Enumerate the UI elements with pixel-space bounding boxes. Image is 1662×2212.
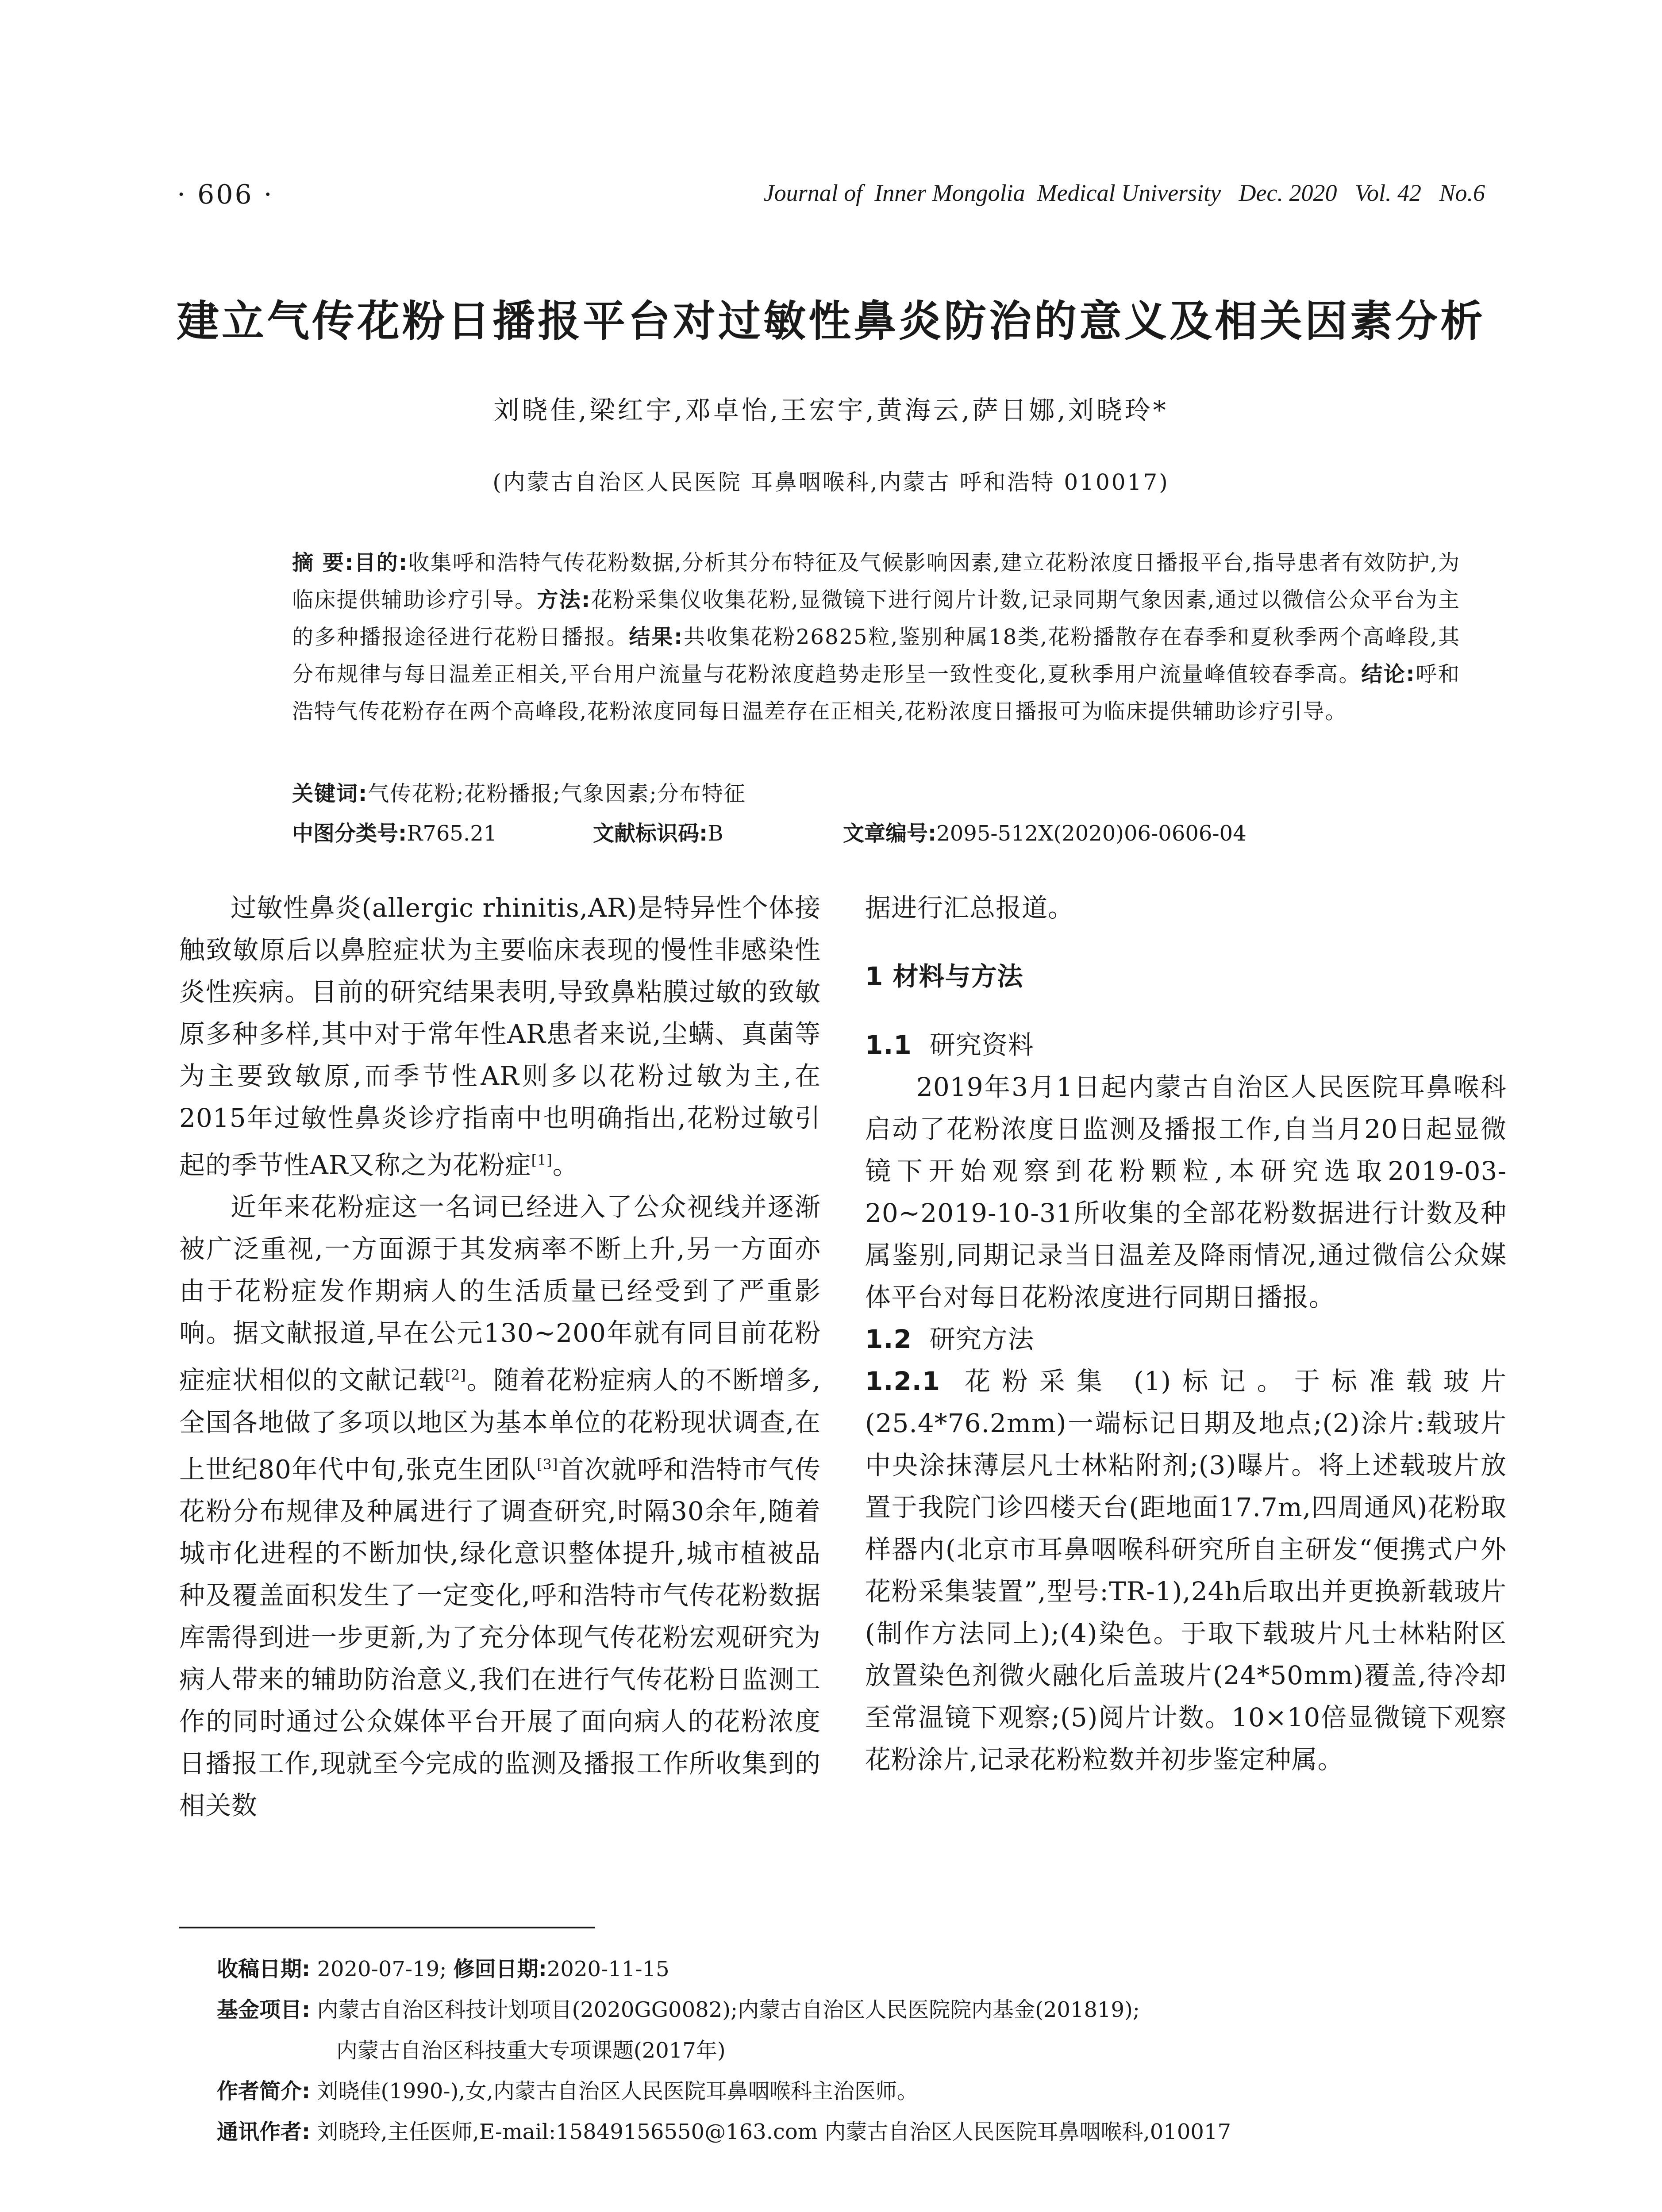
author-bio-text: 刘晓佳(1990-),女,内蒙古自治区人民医院耳鼻咽喉科主治医师。 <box>317 2079 918 2104</box>
paragraph-1-1: 2019年3月1日起内蒙古自治区人民医院耳鼻喉科启动了花粉浓度日监测及播报工作,自当月20日起显微镜下开始观察到花粉颗粒,本研究选取2019-03-20~2019-10-31所收集的全部花粉数据进行计数及种属鉴别,同期记录当日温差及降雨情况,通过微信公众媒体平台对每日花粉浓度进行同期日播报。 <box>865 1072 1507 1312</box>
received-label: 收稿日期: <box>217 1957 311 1982</box>
doc-value: B <box>708 821 723 846</box>
clc-value: R765.21 <box>407 821 497 846</box>
journal-header <box>764 179 1485 207</box>
body-right-column <box>865 887 1507 1781</box>
objective-label: 目的: <box>354 550 408 575</box>
revised-label: 修回日期: <box>453 1957 547 1982</box>
body-left-column <box>179 887 821 1827</box>
intro-paragraph-1 <box>179 887 821 1186</box>
citation-2: [2] <box>445 1367 466 1384</box>
fund-line-1 <box>217 1989 1544 2030</box>
objective-text: 收集呼和浩特气传花粉数据,分析其分布特征及气候影响因素,建立花粉浓度日播报平台,指导患者有效防护,为临床提供辅助诊疗引导。 <box>292 550 1460 612</box>
fund-line-2: 内蒙古自治区科技重大专项课题(2017年) <box>336 2038 726 2063</box>
intro-text-2a: 近年来花粉症这一名词已经进入了公众视线并逐渐被广泛重视,一方面源于其发病率不断上升,另一方面亦由于花粉症发作期病人的生活质量已经受到了严重影响。据文献报道,早在公元130~200年就有同目前花粉症症状相似的文献记载 <box>179 1192 821 1395</box>
author-bio-label: 作者简介: <box>217 2079 311 2104</box>
page-number: · 606 · <box>177 179 274 210</box>
revised-date: 2020-11-15 <box>546 1957 669 1982</box>
heading-1-1-title: 研究资料 <box>929 1030 1034 1060</box>
received-dates <box>217 1949 1544 1989</box>
conclusion-label: 结论: <box>1361 662 1416 687</box>
paragraph-1-2-1-text: 花粉采集 (1)标记。于标准载玻片(25.4*76.2mm)一端标记日期及地点;(2)涂片:载玻片中央涂抹薄层凡士林粘附剂;(3)曝片。将上述载玻片放置于我院门诊四楼天台(距地面17.7m,四周通风)花粉取样器内(北京市耳鼻咽喉科研究所自主研发“便携式户外花粉采集装置”,型号:TR-1),24h后取出并更换新载玻片(制作方法同上);(4)染色。于取下载玻片凡士林粘附区放置染色剂微火融化后盖玻片(24*50mm)覆盖,待冷却至常温镜下观察;(5)阅片计数。10×10倍显微镜下观察花粉涂片,记录花粉粒数并初步鉴定种属。 <box>865 1366 1507 1774</box>
intro-text-1-end: 。 <box>552 1150 579 1180</box>
keywords <box>292 776 746 807</box>
intro-text-2c: 首次就呼和浩特市气传花粉分布规律及种属进行了调查研究,时隔30余年,随着城市化进程的不断加快,绿化意识整体提升,城市植被品种及覆盖面积发生了一定变化,呼和浩特市气传花粉数据库需得到进一步更新,为了充分体现气传花粉宏观研究为病人带来的辅助防治意义,我们在进行气传花粉日监测工作的同时通过公众媒体平台开展了面向病人的花粉浓度日播报工作,现就至今完成的监测及播报工作所收集到的相关数 <box>179 1454 821 1820</box>
journal-issue: Dec. 2020 Vol. 42 No.6 <box>1239 180 1485 206</box>
author-bio <box>217 2071 1544 2112</box>
heading-1-2-1-number: 1.2.1 <box>865 1366 941 1396</box>
keywords-label: 关键词: <box>292 781 368 806</box>
results-text: 共收集花粉26825粒,鉴别种属18类,花粉播散存在春季和夏秋季两个高峰段,其分布规律与每日温差正相关,平台用户流量与花粉浓度趋势走形呈一致性变化,夏秋季用户流量峰值较春季高。 <box>292 625 1460 687</box>
conclusion-text: 呼和浩特气传花粉存在两个高峰段,花粉浓度同每日温差存在正相关,花粉浓度日播报可为临床提供辅助诊疗引导。 <box>292 662 1460 724</box>
footnote-rule <box>179 1927 595 1928</box>
section-heading-1-2 <box>865 1318 1507 1360</box>
received-date: 2020-07-19; <box>317 1957 447 1982</box>
abstract <box>292 544 1460 730</box>
intro-continuation: 据进行汇总报道。 <box>865 893 1074 923</box>
document-code <box>593 816 723 847</box>
clc-label: 中图分类号: <box>292 821 407 846</box>
fund-text-1: 内蒙古自治区科技计划项目(2020GG0082);内蒙古自治区人民医院院内基金(201819); <box>317 1997 1140 2022</box>
article-number <box>843 816 1246 847</box>
authors: 刘晓佳,梁红宇,邓卓怡,王宏宇,黄海云,萨日娜,刘晓玲* <box>493 395 1169 425</box>
keywords-text: 气传花粉;花粉播报;气象因素;分布特征 <box>368 781 746 806</box>
methods-text: 花粉采集仪收集花粉,显微镜下进行阅片计数,记录同期气象因素,通过以微信公众平台为主的多种播报途径进行花粉日播报。 <box>292 588 1460 649</box>
journal-name: Journal of Inner Mongolia Medical University <box>763 180 1221 206</box>
methods-label: 方法: <box>537 588 591 612</box>
paper-title: 建立气传花粉日播报平台对过敏性鼻炎防治的意义及相关因素分析 <box>177 296 1485 346</box>
fund-label: 基金项目: <box>217 1997 311 2022</box>
clc-number <box>292 816 497 847</box>
corresponding-author <box>217 2112 1544 2152</box>
heading-1-2-title: 研究方法 <box>929 1324 1034 1354</box>
article-label: 文章编号: <box>843 821 937 846</box>
intro-text-2b: 。随着花粉症病人的不断增多,全国各地做了多项以地区为基本单位的花粉现状调查,在上世纪80年代中旬,张克生团队 <box>179 1365 821 1484</box>
article-value: 2095-512X(2020)06-0606-04 <box>936 821 1246 846</box>
section-heading-1-1 <box>865 1024 1507 1066</box>
abstract-label: 摘 要: <box>292 550 354 575</box>
heading-1-2-number: 1.2 <box>865 1324 912 1354</box>
intro-paragraph-2 <box>179 1186 821 1827</box>
results-label: 结果: <box>629 625 684 649</box>
footnotes <box>217 1949 1544 2152</box>
citation-3: [3] <box>537 1455 558 1473</box>
doc-label: 文献标识码: <box>593 821 708 846</box>
corresponding-label: 通讯作者: <box>217 2120 311 2144</box>
corresponding-text: 刘晓玲,主任医师,E-mail:15849156550@163.com 内蒙古自治区人民医院耳鼻咽喉科,010017 <box>317 2120 1231 2144</box>
citation-1: [1] <box>531 1152 553 1168</box>
heading-1-1-number: 1.1 <box>865 1030 912 1060</box>
affiliation: (内蒙古自治区人民医院 耳鼻咽喉科,内蒙古 呼和浩特 010017) <box>492 469 1170 495</box>
paragraph-1-2-1 <box>865 1360 1507 1781</box>
intro-text-1: 过敏性鼻炎(allergic rhinitis,AR)是特异性个体接触致敏原后以鼻腔症状为主要临床表现的慢性非感染性炎性疾病。目前的研究结果表明,导致鼻粘膜过敏的致敏原多种多样,其中对于常年性AR患者来说,尘螨、真菌等为主要致敏原,而季节性AR则多以花粉过敏为主,在2015年过敏性鼻炎诊疗指南中也明确指出,花粉过敏引起的季节性AR又称之为花粉症 <box>179 893 821 1180</box>
section-heading-1: 1 材料与方法 <box>865 961 1023 991</box>
